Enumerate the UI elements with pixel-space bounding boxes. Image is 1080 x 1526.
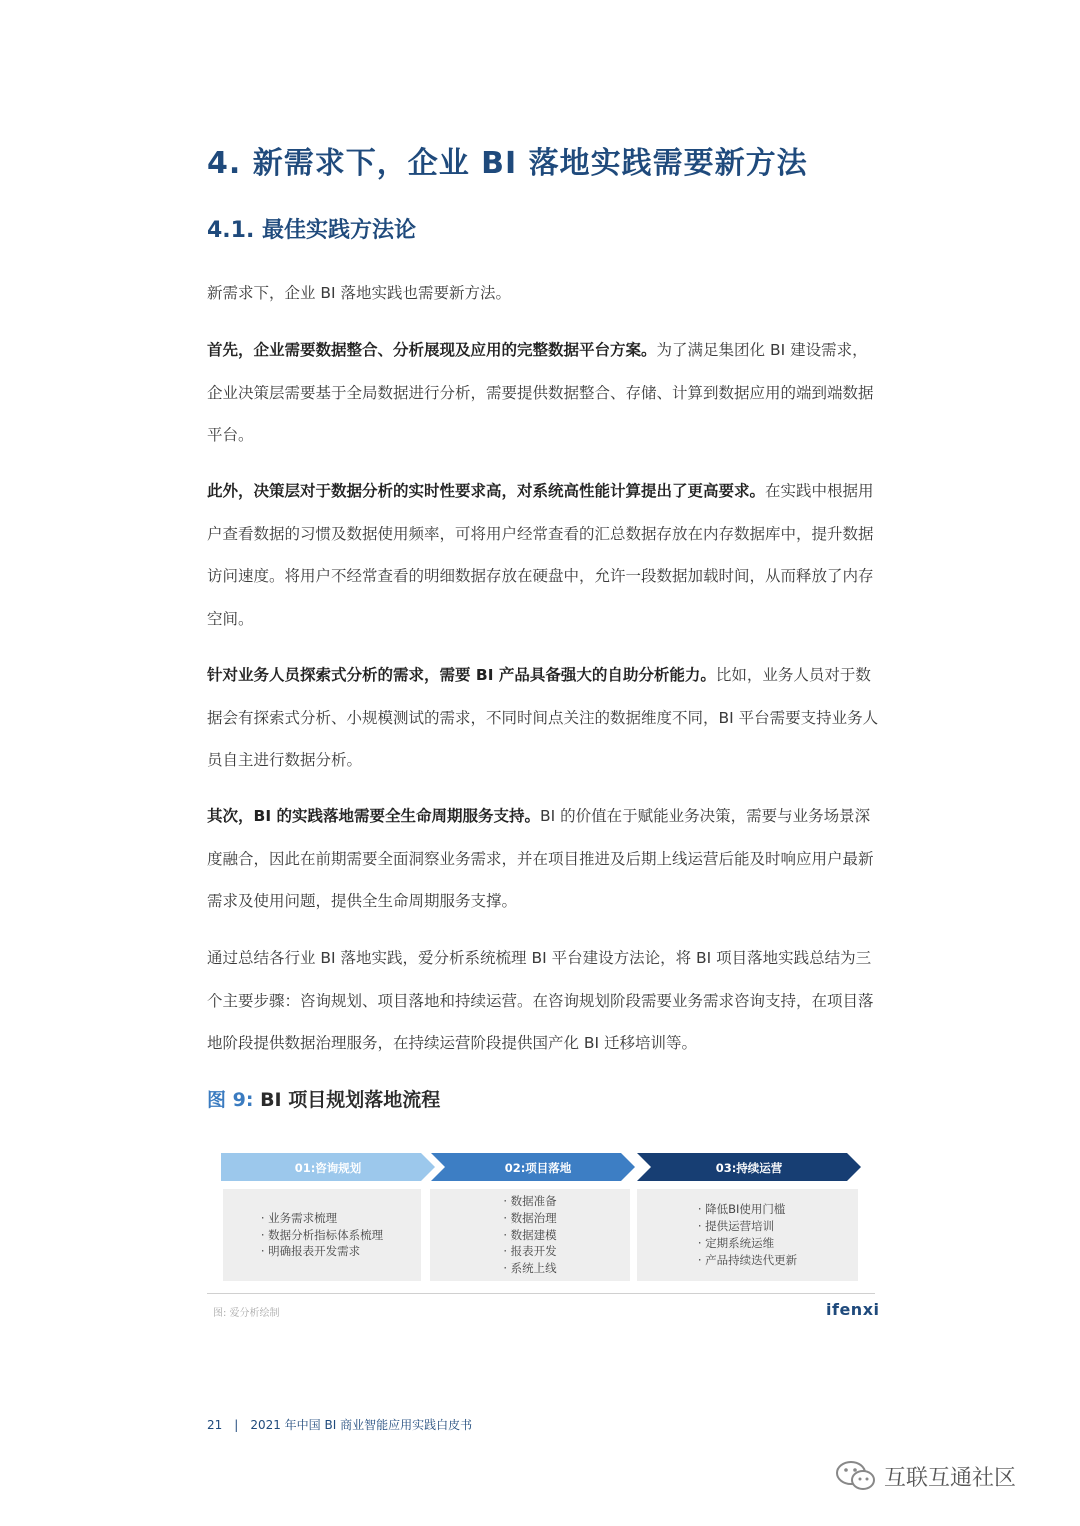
list-item: · 降低BI使用门槛 bbox=[698, 1201, 797, 1218]
list-item: · 定期系统运维 bbox=[698, 1235, 797, 1252]
watermark bbox=[834, 1458, 1016, 1494]
step-3-label: 03:持续运营 bbox=[715, 1161, 783, 1175]
process-arrows bbox=[221, 1153, 861, 1187]
paragraph-body: 在实践中根据用户查看数据的习惯及数据使用频率，可将用户经常查看的汇总数据存放在内存数据库中，提升数据访问速度。将用户不经常查看的明细数据存放在硬盘中，允许一段数据加载时间，从而释放了内存空间。 bbox=[207, 482, 874, 628]
paragraph-lead: 此外，决策层对于数据分析的实时性要求高，对系统高性能计算提出了更高要求。 bbox=[207, 482, 766, 500]
page-footer bbox=[207, 1416, 472, 1433]
page-number: 21 bbox=[207, 1418, 223, 1432]
list-item: · 数据治理 bbox=[503, 1210, 556, 1227]
step-1-label: 01:咨询规划 bbox=[294, 1161, 362, 1175]
figure-title bbox=[207, 1085, 440, 1112]
list-item: · 数据分析指标体系梳理 bbox=[261, 1227, 383, 1244]
ifenxi-logo: ifenxi bbox=[826, 1300, 880, 1319]
paragraph bbox=[207, 272, 883, 315]
step-2-box bbox=[430, 1189, 630, 1281]
figure-divider bbox=[207, 1293, 875, 1294]
paragraph-lead: 其次，BI 的实践落地需要全生命周期服务支持。 bbox=[207, 807, 540, 825]
list-item: · 提供运营培训 bbox=[698, 1218, 797, 1235]
paragraph-lead: 针对业务人员探索式分析的需求，需要 BI 产品具备强大的自助分析能力。 bbox=[207, 666, 716, 684]
footer-separator: | bbox=[234, 1418, 239, 1432]
process-diagram bbox=[221, 1153, 861, 1285]
list-item: · 明确报表开发需求 bbox=[261, 1243, 383, 1260]
list-item: · 产品持续迭代更新 bbox=[698, 1252, 797, 1269]
figure-number: 图 9: bbox=[207, 1089, 254, 1111]
figure-source: 图: 爱分析绘制 bbox=[213, 1308, 280, 1319]
step-1-list bbox=[261, 1210, 383, 1260]
section-heading: 4. 新需求下，企业 BI 落地实践需要新方法 bbox=[207, 146, 808, 181]
paragraph-body: 通过总结各行业 BI 落地实践，爱分析系统梳理 BI 平台建设方法论，将 BI 项目落地实践总结为三个主要步骤：咨询规划、项目落地和持续运营。在咨询规划阶段需要业务需求咨询支持，在项目落地阶段提供数据治理服务，在持续运营阶段提供国产化 BI 迁移培训等。 bbox=[207, 949, 874, 1052]
paragraph bbox=[207, 329, 883, 457]
watermark-text: 互联互通社区 bbox=[884, 1465, 1017, 1491]
list-item: · 业务需求梳理 bbox=[261, 1210, 383, 1227]
paragraph bbox=[207, 654, 883, 782]
paragraph bbox=[207, 795, 883, 923]
list-item: · 报表开发 bbox=[503, 1243, 556, 1260]
paragraph-lead: 首先，企业需要数据整合、分析展现及应用的完整数据平台方案。 bbox=[207, 341, 657, 359]
subsection-heading: 4.1. 最佳实践方法论 bbox=[207, 218, 416, 243]
step-3-box bbox=[637, 1189, 858, 1281]
document-title: 2021 年中国 BI 商业智能应用实践白皮书 bbox=[250, 1418, 473, 1432]
paragraph bbox=[207, 470, 883, 640]
list-item: · 数据准备 bbox=[503, 1193, 556, 1210]
list-item: · 系统上线 bbox=[503, 1260, 556, 1277]
paragraph-body: 为了满足集团化 BI 建设需求，企业决策层需要基于全局数据进行分析，需要提供数据整合、存储、计算到数据应用的端到端数据平台。 bbox=[207, 341, 874, 444]
paragraph bbox=[207, 937, 883, 1065]
figure-caption: BI 项目规划落地流程 bbox=[260, 1089, 441, 1111]
paragraph-body: BI 的价值在于赋能业务决策，需要与业务场景深度融合，因此在前期需要全面洞察业务需求，并在项目推进及后期上线运营后能及时响应用户最新需求及使用问题，提供全生命周期服务支撑。 bbox=[207, 807, 874, 910]
step-1-box bbox=[223, 1189, 421, 1281]
step-2-label: 02:项目落地 bbox=[504, 1161, 572, 1175]
step-3-list bbox=[698, 1201, 797, 1268]
paragraph-body: 新需求下，企业 BI 落地实践也需要新方法。 bbox=[207, 284, 512, 302]
paragraph-body: 比如，业务人员对于数据会有探索式分析、小规模测试的需求，不同时间点关注的数据维度不同，BI 平台需要支持业务人员自主进行数据分析。 bbox=[207, 666, 879, 769]
list-item: · 数据建模 bbox=[503, 1227, 556, 1244]
wechat-icon bbox=[834, 1458, 878, 1494]
step-2-list bbox=[503, 1193, 556, 1277]
